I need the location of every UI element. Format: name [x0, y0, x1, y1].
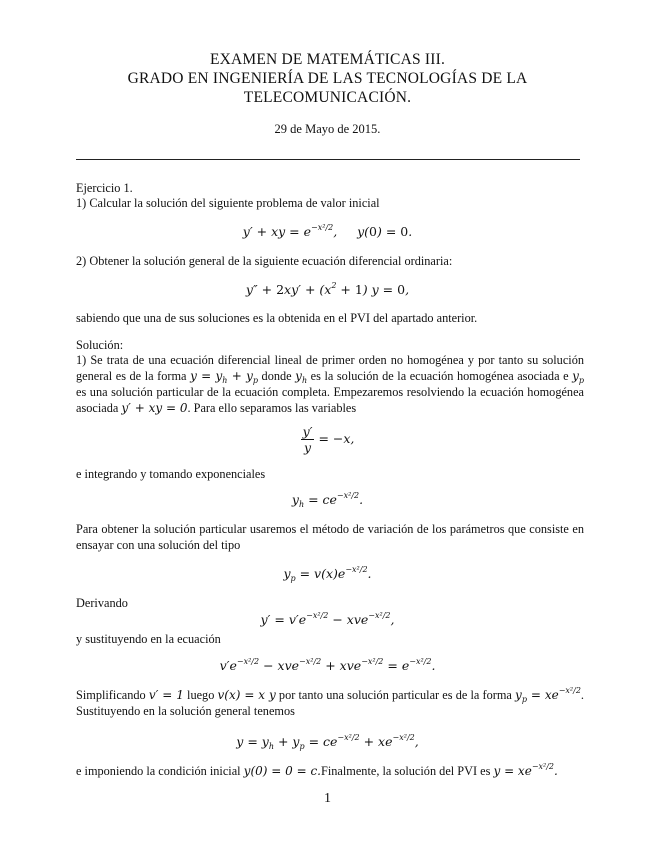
exercise-part-1: 1) Calcular la solución del siguiente problema de valor inicial: [76, 196, 380, 210]
equation-general-solution: $y = y_h + y_p = ce^{-x^2/2} + xe^{-x^2/2}$,: [236, 733, 419, 751]
equation-pvi: y′ + xy = $e^{-x^2/2}$, y(0) = 0.: [242, 223, 413, 239]
equation-homogeneous: $y_h = ce^{-x^2/2}$.: [291, 491, 364, 509]
exam-date: 29 de Mayo de 2015.: [274, 122, 381, 136]
equation-derivative: $y' = v'e^{-x^2/2} - xve^{-x^2/2}$,: [260, 611, 395, 627]
solution-paragraph-3: Para obtener la solución particular usaremos el método de variación de los parámetros que consiste en ensayar con una solución del tipo: [76, 522, 584, 552]
exercise-part-2-note: sabiendo que una de sus soluciones es la obtenida en el PVI del apartado anterior.: [76, 311, 478, 325]
title-line-2: GRADO EN INGENIERÍA DE LAS TECNOLOGÍAS DE LA: [127, 70, 528, 87]
equation-second-order: $y'' + 2xy' + (x^2 + 1) y = 0$,: [245, 281, 410, 297]
exercise-part-2: 2) Obtener la solución general de la siguiente ecuación diferencial ordinaria:: [76, 254, 453, 268]
equation-substitution: $v'e^{-x^2/2} - xve^{-x^2/2} + xve^{-x^2/2} = e^{-x^2/2}$.: [219, 657, 436, 673]
equation-trial: $y_p = v(x)e^{-x^2/2}$.: [283, 565, 372, 583]
solution-paragraph-6: Simplificando v′ = 1 luego v(x) = x y por tanto una solución particular es de la forma $y_p = xe^{-x^2/2}$. Sustituyendo en la solución general tenemos: [76, 686, 584, 718]
exercise-heading: Ejercicio 1.: [76, 181, 133, 195]
solution-paragraph-1: 1) Se trata de una ecuación diferencial lineal de primer orden no homogénea y por tanto su solución general es de la forma $y = y_h + y_p$ donde $y_h$ es la solución de la ecuación homogénea asociada e $y_p$ es una solución particular de la ecuación completa. Empezaremos resolviendo la ecuación homogénea asociada y′ + xy = 0. Para ello separamos las variables: [76, 353, 585, 415]
solution-paragraph-2: e integrando y tomando exponenciales: [76, 467, 266, 481]
title-line-1: EXAMEN DE MATEMÁTICAS III.: [209, 51, 446, 68]
solution-heading: Solución:: [76, 338, 124, 352]
equation-separation: $\frac{y'}{y}$ = −x,: [302, 424, 355, 455]
header-divider: [76, 159, 580, 160]
page-number: 1: [324, 791, 331, 806]
solution-paragraph-5: y sustituyendo en la ecuación: [76, 632, 221, 646]
exam-title: [0, 50, 655, 107]
solution-paragraph-7: e imponiendo la condición inicial y(0) = 0 = c.Finalmente, la solución del PVI es $y = xe^{-x^2/2}$.: [76, 762, 558, 778]
solution-paragraph-4: Derivando: [76, 596, 128, 610]
title-line-3: TELECOMUNICACIÓN.: [243, 89, 412, 106]
